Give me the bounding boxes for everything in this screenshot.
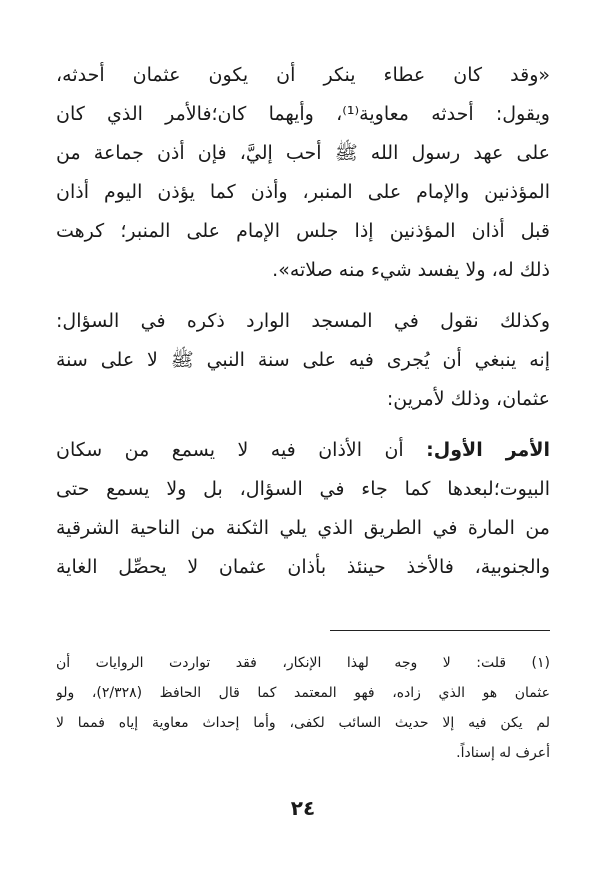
body-paragraph bbox=[56, 302, 550, 419]
footnote-line: (١) قلت: لا وجه لهذا الإنكار، فقد تواردت الروايات أن bbox=[56, 655, 550, 671]
first-reason-paragraph bbox=[56, 431, 550, 587]
text-line: البيوت؛لبعدها كما جاء في السؤال، بل ولا يسمع حتى bbox=[56, 478, 550, 500]
text-line: إنه ينبغي أن يُجرى فيه على سنة النبي ﷺ لا على سنة bbox=[56, 349, 550, 371]
text-line: «وقد كان عطاء ينكر أن يكون عثمان أحدثه، bbox=[56, 64, 550, 86]
footnote-line: لم يكن فيه إلا حديث السائب لكفى، وأما إحداث معاوية إياه فمما لا bbox=[56, 715, 550, 731]
page-number: ٢٤ bbox=[290, 796, 316, 820]
footnote bbox=[56, 648, 550, 768]
text-line: على عهد رسول الله ﷺ أحب إليَّ، فإن أذن جماعة من bbox=[56, 142, 550, 164]
footnote-line: عثمان هو الذي زاده، فهو المعتمد كما قال الحافظ (٢/٣٢٨)، ولو bbox=[56, 685, 550, 701]
text-line bbox=[56, 431, 550, 470]
footnote-line: أعرف له إسناداً. bbox=[456, 745, 550, 761]
text-line: من المارة في الطريق الذي يلي الثكنة من الناحية الشرقية bbox=[56, 517, 550, 539]
text-line: المؤذنين والإمام على المنبر، وأذن كما يؤذن اليوم أذان bbox=[56, 181, 550, 203]
text-line: والجنوبية، فالأخذ حينئذ بأذان عثمان لا يحصِّل الغاية bbox=[56, 556, 550, 578]
footnote-separator bbox=[330, 630, 550, 631]
text-fragment: أن الأذان فيه لا يسمع من سكان bbox=[56, 439, 427, 461]
book-page bbox=[56, 56, 550, 856]
quote-paragraph bbox=[56, 56, 550, 290]
first-reason-label: الأمر الأول: bbox=[426, 439, 550, 461]
text-line: ذلك له، ولا يفسد شيء منه صلاته». bbox=[272, 259, 550, 281]
text-line: وكذلك نقول في المسجد الوارد ذكره في السؤال: bbox=[56, 310, 550, 332]
paragraph-gap bbox=[56, 419, 550, 431]
paragraph-gap bbox=[56, 290, 550, 302]
text-line: ويقول: أحدثه معاوية⁽¹⁾، وأيهما كان؛فالأمر الذي كان bbox=[56, 103, 550, 125]
text-line: قبل أذان المؤذنين إذا جلس الإمام على المنبر؛ كرهت bbox=[56, 220, 550, 242]
text-line: عثمان، وذلك لأمرين: bbox=[386, 388, 550, 410]
